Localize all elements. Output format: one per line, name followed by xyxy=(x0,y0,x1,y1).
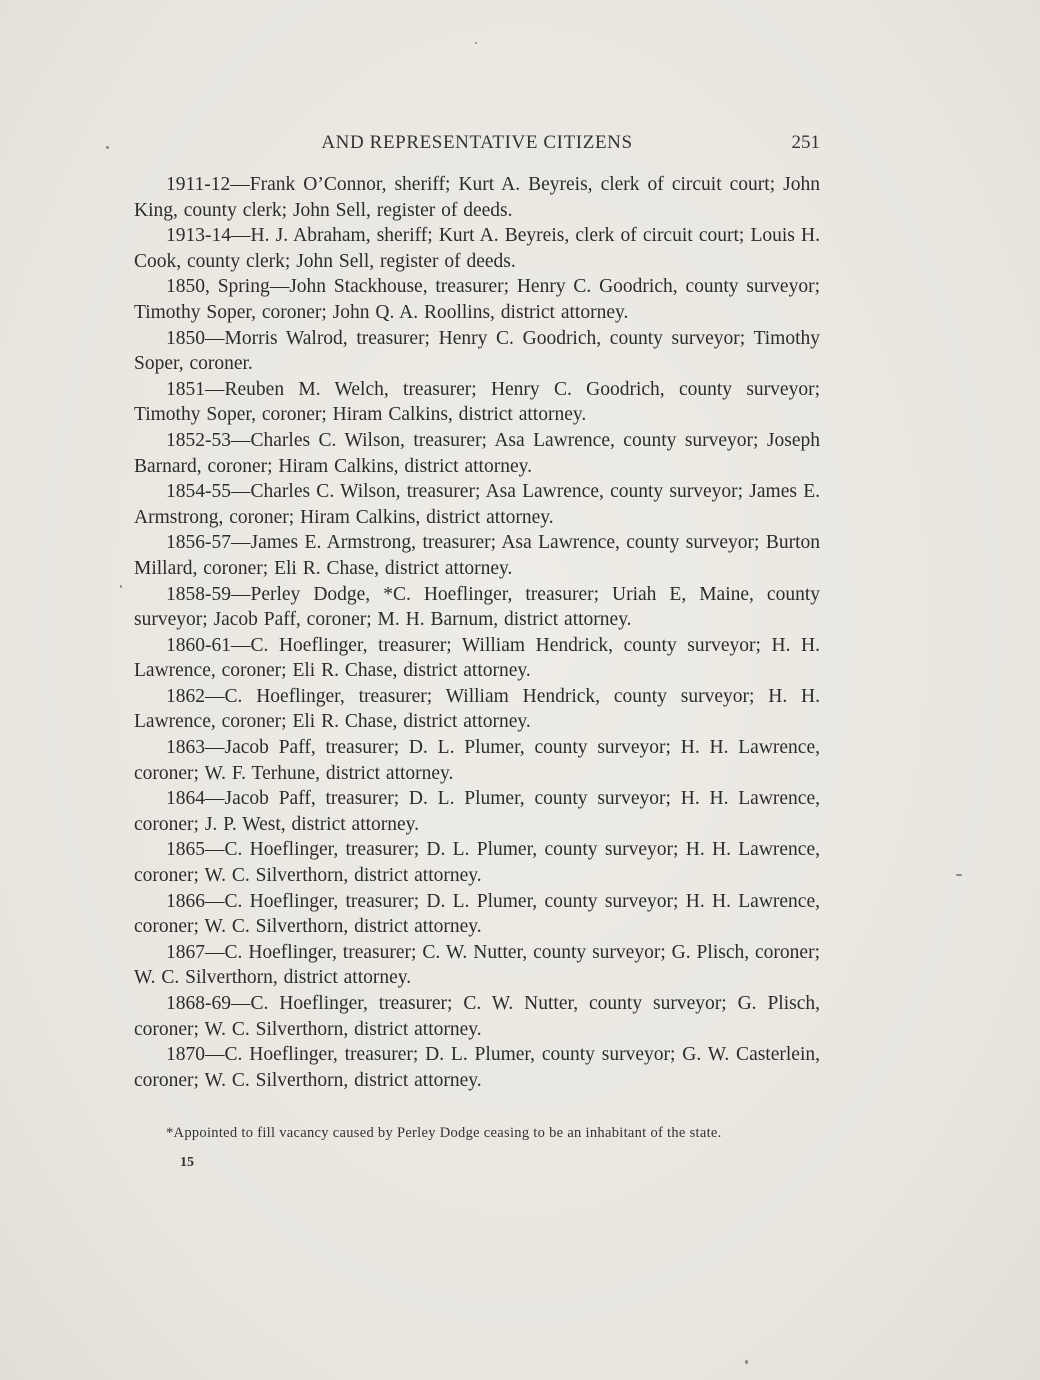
entry-1858-59: 1858-59—Perley Dodge, *C. Hoeflinger, treasurer; Uriah E, Maine, county surveyor; Jacob Paff, coroner; M. H. Barnum, district attorney. xyxy=(134,583,820,631)
entry-1863: 1863—Jacob Paff, treasurer; D. L. Plumer, county surveyor; H. H. Lawrence, coroner; W. F. Terhune, district attorney. xyxy=(134,737,820,784)
paper-speck xyxy=(745,1360,748,1364)
signature-mark: 15 xyxy=(180,1155,194,1170)
entry-1862: 1862—C. Hoeflinger, treasurer; William Hendrick, county surveyor; H. H. Lawrence, coroner; Eli R. Chase, district attorney. xyxy=(134,685,820,733)
entry-1867: 1867—C. Hoeflinger, treasurer; C. W. Nutter, county surveyor; G. Plisch, coroner; W. C. Silverthorn, district attorney. xyxy=(134,941,820,989)
page-number: 251 xyxy=(791,132,820,153)
paper-speck xyxy=(106,146,109,149)
entry-1911-12: 1911-12—Frank O’Connor, sheriff; Kurt A. Beyreis, clerk of circuit court; John King, county clerk; John Sell, register of deeds. xyxy=(134,174,820,221)
entry-1870: 1870—C. Hoeflinger, treasurer; D. L. Plumer, county surveyor; G. W. Casterlein, coroner; W. C. Silverthorn, district attorney. xyxy=(134,1044,820,1091)
entry-1850-spring: 1850, Spring—John Stackhouse, treasurer; Henry C. Goodrich, county surveyor; Timothy Soper, coroner; John Q. A. Roollins, district attorney. xyxy=(134,276,820,323)
entry-1850: 1850—Morris Walrod, treasurer; Henry C. Goodrich, county surveyor; Timothy Soper, coroner. xyxy=(134,327,820,375)
entry-1864: 1864—Jacob Paff, treasurer; D. L. Plumer, county surveyor; H. H. Lawrence, coroner; J. P. West, district attorney. xyxy=(134,788,820,835)
entry-1852-53: 1852-53—Charles C. Wilson, treasurer; Asa Lawrence, county surveyor; Joseph Barnard, coroner; Hiram Calkins, district attorney. xyxy=(134,429,820,477)
entry-1851: 1851—Reuben M. Welch, treasurer; Henry C. Goodrich, county surveyor; Timothy Soper, coroner; Hiram Calkins, district attorney. xyxy=(134,378,820,426)
officer-list xyxy=(134,172,820,1093)
footnote: *Appointed to fill vacancy caused by Perley Dodge ceasing to be an inhabitant of the state. xyxy=(166,1125,722,1141)
entry-1856-57: 1856-57—James E. Armstrong, treasurer; Asa Lawrence, county surveyor; Burton Millard, coroner; Eli R. Chase, district attorney. xyxy=(134,532,820,579)
entry-1860-61: 1860-61—C. Hoeflinger, treasurer; William Hendrick, county surveyor; H. H. Lawrence, coroner; Eli R. Chase, district attorney. xyxy=(134,634,820,682)
paper-speck xyxy=(120,585,122,588)
entry-1913-14: 1913-14—H. J. Abraham, sheriff; Kurt A. Beyreis, clerk of circuit court; Louis H. Cook, county clerk; John Sell, register of deeds. xyxy=(134,225,820,272)
entry-1854-55: 1854-55—Charles C. Wilson, treasurer; Asa Lawrence, county surveyor; James E. Armstrong, coroner; Hiram Calkins, district attorney. xyxy=(134,481,820,528)
running-title: AND REPRESENTATIVE CITIZENS xyxy=(321,132,633,153)
paper-speck xyxy=(475,42,477,44)
entry-1865: 1865—C. Hoeflinger, treasurer; D. L. Plumer, county surveyor; H. H. Lawrence, coroner; W. C. Silverthorn, district attorney. xyxy=(134,839,820,887)
entry-1866: 1866—C. Hoeflinger, treasurer; D. L. Plumer, county surveyor; H. H. Lawrence, coroner; W. C. Silverthorn, district attorney. xyxy=(134,890,820,938)
paper-speck xyxy=(956,874,962,876)
running-head xyxy=(134,132,820,158)
entry-1868-69: 1868-69—C. Hoeflinger, treasurer; C. W. Nutter, county surveyor; G. Plisch, coroner; W. C. Silverthorn, district attorney. xyxy=(134,993,820,1040)
